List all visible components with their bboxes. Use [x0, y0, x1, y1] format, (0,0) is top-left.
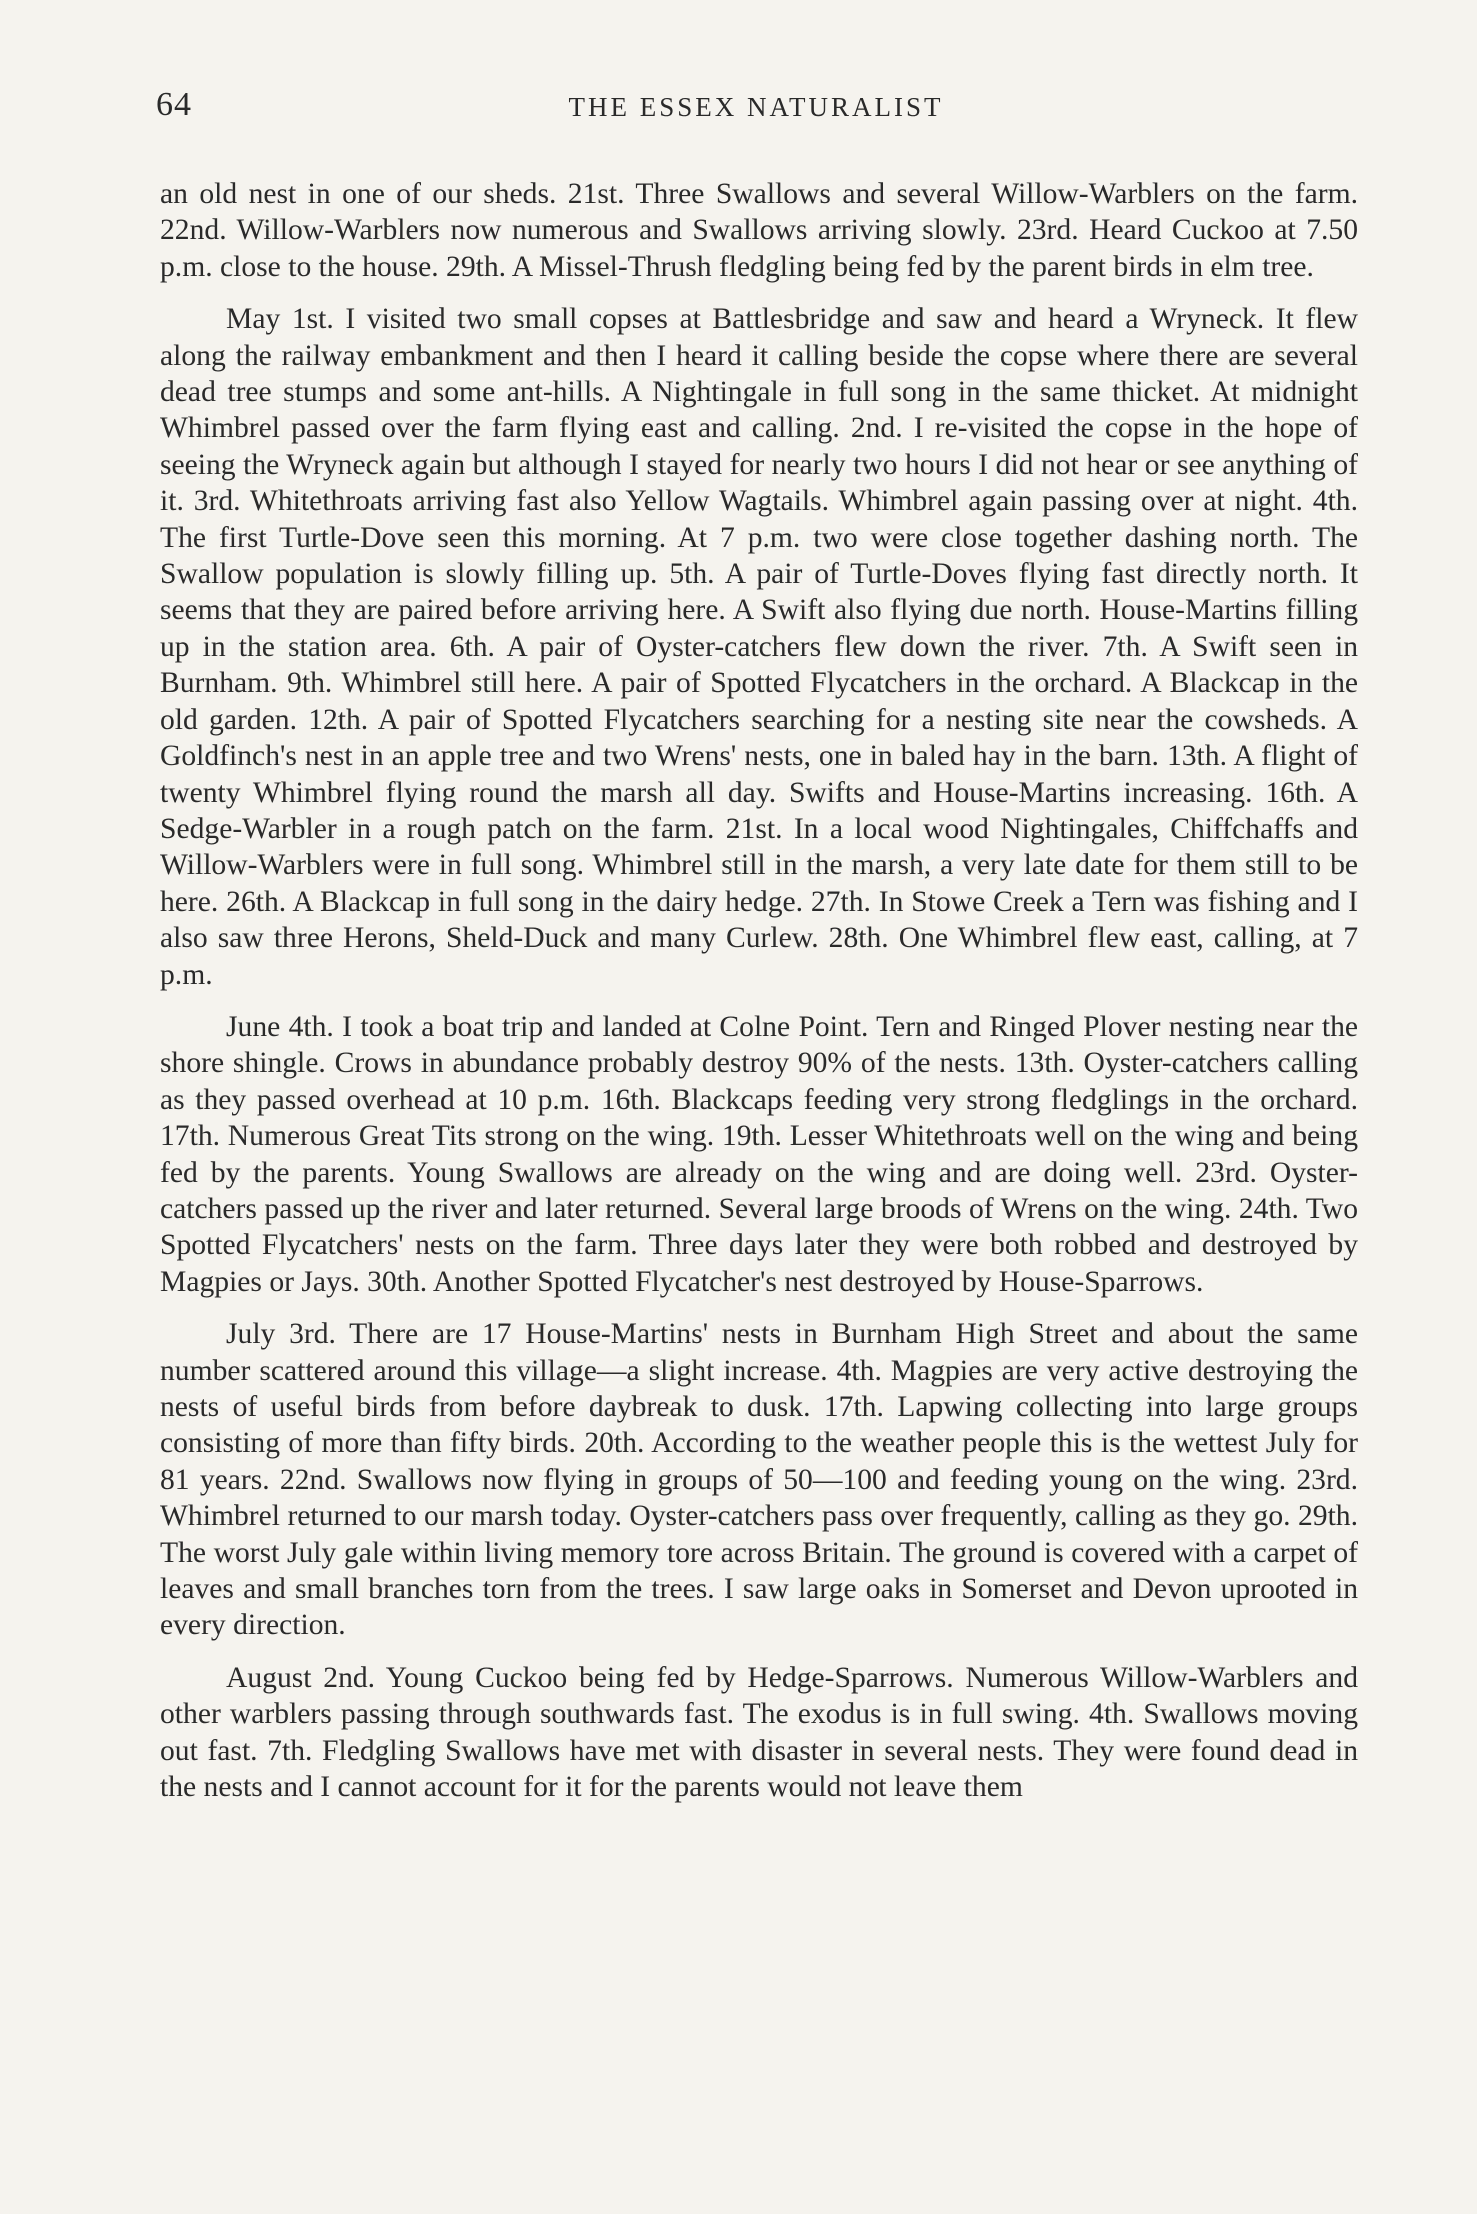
- paragraph-july: July 3rd. There are 17 House-Martins' nests in Burnham High Street and about the same number scattered around this village—a slight increase. 4th. Magpies are very active destroying the nests of useful birds from before daybreak to dusk. 17th. Lapwing collecting into large groups consisting of more than fifty birds. 20th. According to the weather people this is the wettest July for 81 years. 22nd. Swallows now flying in groups of 50—100 and feeding young on the wing. 23rd. Whimbrel returned to our marsh today. Oyster-catchers pass over frequently, calling as they go. 29th. The worst July gale within living memory tore across Britain. The ground is covered with a carpet of leaves and small branches torn from the trees. I saw large oaks in Somerset and Devon uprooted in every direction.: [160, 1318, 1358, 1642]
- paragraph-august: August 2nd. Young Cuckoo being fed by Hedge-Sparrows. Numerous Willow-Warblers and other warblers passing through southwards fast. The exodus is in full swing. 4th. Swallows moving out fast. 7th. Fledgling Swallows have met with disaster in several nests. They were found dead in the nests and I cannot account for it for the parents would not leave them: [160, 1661, 1358, 1804]
- running-title: THE ESSEX NATURALIST: [568, 92, 944, 122]
- page-header: [156, 86, 1356, 132]
- page-number: 64: [156, 86, 192, 123]
- article-body: [160, 176, 1358, 1821]
- paragraph-april-continued: an old nest in one of our sheds. 21st. Three Swallows and several Willow-Warblers on the farm. 22nd. Willow-Warblers now numerous and Swallows arriving slowly. 23rd. Heard Cuckoo at 7.50 p.m. close to the house. 29th. A Missel-Thrush fledgling being fed by the parent birds in elm tree.: [160, 178, 1358, 283]
- paragraph-may: May 1st. I visited two small copses at Battlesbridge and saw and heard a Wryneck. It flew along the railway embankment and then I heard it calling beside the copse where there are several dead tree stumps and some ant-hills. A Nightingale in full song in the same thicket. At midnight Whimbrel passed over the farm flying east and calling. 2nd. I re-visited the copse in the hope of seeing the Wryneck again but although I stayed for nearly two hours I did not hear or see anything of it. 3rd. Whitethroats arriving fast also Yellow Wagtails. Whimbrel again passing over at night. 4th. The first Turtle-Dove seen this morning. At 7 p.m. two were close together dashing north. The Swallow population is slowly filling up. 5th. A pair of Turtle-Doves flying fast directly north. It seems that they are paired before arriving here. A Swift also flying due north. House-Martins filling up in the station area. 6th. A pair of Oyster-catchers flew down the river. 7th. A Swift seen in Burnham. 9th. Whimbrel still here. A pair of Spotted Flycatchers in the orchard. A Blackcap in the old garden. 12th. A pair of Spotted Flycatchers searching for a nesting site near the cowsheds. A Goldfinch's nest in an apple tree and two Wrens' nests, one in baled hay in the barn. 13th. A flight of twenty Whimbrel flying round the marsh all day. Swifts and House-Martins increasing. 16th. A Sedge-Warbler in a rough patch on the farm. 21st. In a local wood Nightingales, Chiffchaffs and Willow-Warblers were in full song. Whimbrel still in the marsh, a very late date for them still to be here. 26th. A Blackcap in full song in the dairy hedge. 27th. In Stowe Creek a Tern was fishing and I also saw three Herons, Sheld-Duck and many Curlew. 28th. One Whimbrel flew east, calling, at 7 p.m.: [160, 303, 1358, 991]
- paragraph-june: June 4th. I took a boat trip and landed at Colne Point. Tern and Ringed Plover nesting near the shore shingle. Crows in abundance probably destroy 90% of the nests. 13th. Oyster-catchers calling as they passed overhead at 10 p.m. 16th. Blackcaps feeding very strong fledglings in the orchard. 17th. Numerous Great Tits strong on the wing. 19th. Lesser Whitethroats well on the wing and being fed by the parents. Young Swallows are already on the wing and are doing well. 23rd. Oyster-catchers passed up the river and later returned. Several large broods of Wrens on the wing. 24th. Two Spotted Flycatchers' nests on the farm. Three days later they were both robbed and destroyed by Magpies or Jays. 30th. Another Spotted Flycatcher's nest destroyed by House-Sparrows.: [160, 1010, 1358, 1298]
